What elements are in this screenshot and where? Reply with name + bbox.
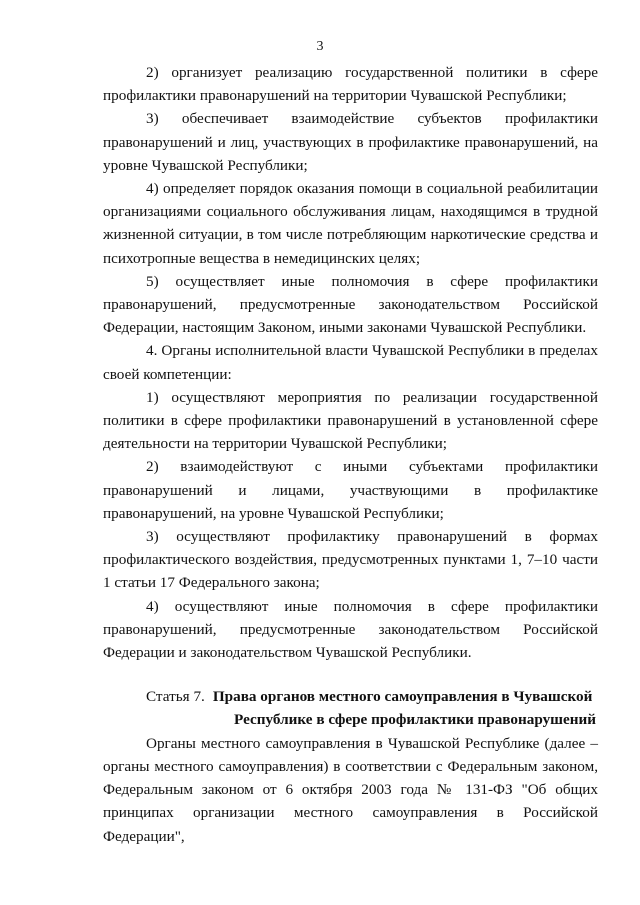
article-7-heading [103,685,598,731]
list-item-2-organizes: 2) организует реализацию государственной политики в сфере профилактики правонарушений на территории Чувашской Республики; [103,64,598,105]
list-item-1-implement: 1) осуществляют мероприятия по реализации государственной политики в сфере профилактики правонарушений в установленной сфере деятельности на территории Чувашской Республики; [103,388,598,453]
list-item-3-ensures: 3) обеспечивает взаимодействие субъектов профилактики правонарушений и лиц, участвующих в профилактике правонарушений, на уровне Чувашской Республики; [103,110,598,174]
article-title-line-1: Права органов местного самоуправления в Чувашской [212,688,593,706]
page-number: 3 [316,39,324,54]
list-item-5-other-powers: 5) осуществляет иные полномочия в сфере профилактики правонарушений, предусмотренные законодательством Российской Федерации, настоящим Законом, иными законами Чувашской Республики. [103,272,598,337]
section-4-executive-bodies: 4. Органы исполнительной власти Чувашской Республики в пределах своей компетенции: [103,342,598,383]
list-item-4-defines: 4) определяет порядок оказания помощи в социальной реабилитации организациями социального обслуживания лицам, находящимся в трудной жизненной ситуации, в том числе потребляющим наркотические средства и психотропные вещества в немедицинских целях; [103,180,598,267]
list-item-4-other-powers: 4) осуществляют иные полномочия в сфере профилактики правонарушений, предусмотренные законодательством Российской Федерации и законодательством Чувашской Республики. [103,597,598,662]
list-item-3-prevention-forms: 3) осуществляют профилактику правонарушений в формах профилактического воздействия, предусмотренных пунктами 1, 7–10 части 1 статьи 17 Федерального закона; [103,528,598,592]
article-label: Статья 7. [146,688,205,706]
article-title-line-2: Республике в сфере профилактики правонарушений [234,711,596,729]
article-title [213,685,598,731]
article-7-paragraph: Органы местного самоуправления в Чувашской Республике (далее – органы местного самоуправления) в соответствии с Федеральным законом, Федеральным законом от 6 октября 2003 года № 131-ФЗ "Об общих принципах организации местного самоуправления в Российской Федерации", [103,734,598,845]
list-item-2-interact: 2) взаимодействуют с иными субъектами профилактики правонарушений и лицами, участвующими в профилактике правонарушений, на уровне Чувашской Республики; [103,458,598,522]
document-body [103,61,598,848]
